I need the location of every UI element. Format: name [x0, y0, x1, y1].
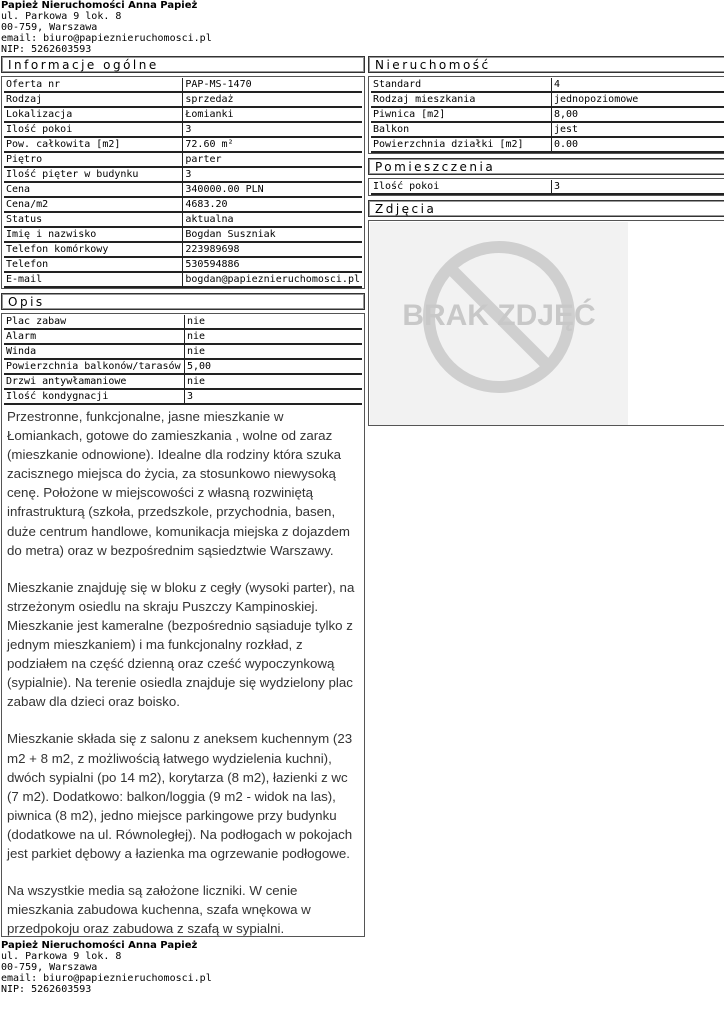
info-label: Ilość pięter w budynku [4, 167, 183, 182]
info-row [4, 137, 362, 152]
info-value: 223989698 [183, 242, 362, 257]
info-value: 8,00 [552, 107, 724, 122]
info-label: Rodzaj mieszkania [371, 92, 552, 107]
agency-name: Papież Nieruchomości Anna Papież [1, 0, 198, 11]
info-row [4, 107, 362, 122]
info-value: 530594886 [183, 257, 362, 272]
info-label: Drzwi antywłamaniowe [4, 374, 185, 389]
rooms-table [371, 180, 724, 195]
agency-header [1, 0, 212, 55]
info-label: Piwnica [m2] [371, 107, 552, 122]
info-label: Pow. całkowita [m2] [4, 137, 183, 152]
info-value: 3 [183, 167, 362, 182]
info-label: Plac zabaw [4, 315, 185, 329]
info-row [4, 92, 362, 107]
info-row [371, 180, 724, 194]
info-label: Rodzaj [4, 92, 183, 107]
info-value: bogdan@papieznieruchomosci.pl [183, 272, 362, 287]
info-value: nie [185, 344, 363, 359]
info-row [4, 389, 362, 404]
info-label: Cena [4, 182, 183, 197]
info-row [371, 122, 724, 137]
info-value: 3 [552, 180, 724, 194]
info-label: Alarm [4, 329, 185, 344]
info-value: jest [552, 122, 724, 137]
property-box [368, 76, 724, 154]
info-label: Imię i nazwisko [4, 227, 183, 242]
info-value: 72.60 m² [183, 137, 362, 152]
info-row [4, 344, 362, 359]
info-value: parter [183, 152, 362, 167]
info-value: nie [185, 329, 363, 344]
opis-table [4, 315, 362, 405]
info-row [371, 137, 724, 152]
info-row [4, 182, 362, 197]
description-paragraph: Przestronne, funkcjonalne, jasne mieszkanie w Łomiankach, gotowe do zamieszkania , wolne od zaraz (mieszkanie odnowione). Idealne dla rodziny która szuka zacisznego miejsca do życia, za stosunkowo niewysoką cenę. Położone w miejscowości z własną rozwiniętą infrastrukturą (szkoła, przedszkole, przychodnia, basen, duże centrum handlowe, komunikacja miejska z dojazdem do metra) oraz w bezpośrednim sąsiedztwie Warszawy. [7, 409, 350, 558]
info-row [4, 374, 362, 389]
rooms-box [368, 178, 724, 196]
info-value: 3 [183, 122, 362, 137]
section-title-property: Nieruchomość [368, 56, 724, 73]
info-label: Telefon komórkowy [4, 242, 183, 257]
info-value: 4683.20 [183, 197, 362, 212]
info-value: Łomianki [183, 107, 362, 122]
info-value: 0.00 [552, 137, 724, 152]
info-label: Powierzchnia działki [m2] [371, 137, 552, 152]
info-row [4, 329, 362, 344]
agency-email: email: biuro@papieznieruchomosci.pl [1, 33, 212, 44]
info-row [4, 315, 362, 329]
info-row [4, 272, 362, 287]
footer-nip: NIP: 5262603593 [1, 984, 92, 995]
info-row [371, 92, 724, 107]
footer-city: 00-759, Warszawa [1, 962, 98, 973]
info-value: PAP-MS-1470 [183, 78, 362, 92]
general-info-box [1, 76, 365, 289]
agency-address: ul. Parkowa 9 lok. 8 [1, 11, 122, 22]
info-label: Cena/m2 [4, 197, 183, 212]
description-paragraph: Na wszystkie media są założone liczniki. W cenie mieszkania zabudowa kuchenna, szafa wnękowa w przedpokoju oraz zabudowa z szafą w sypialni. [7, 883, 311, 937]
info-row [4, 212, 362, 227]
agency-nip: NIP: 5262603593 [1, 44, 92, 55]
info-label: Balkon [371, 122, 552, 137]
info-row [4, 167, 362, 182]
info-row [4, 122, 362, 137]
info-label: Piętro [4, 152, 183, 167]
description-text [4, 405, 362, 938]
no-photo-text: BRAK ZDJĘĆ [402, 299, 596, 332]
info-value: nie [185, 374, 363, 389]
info-value: 4 [552, 78, 724, 92]
info-row [4, 359, 362, 374]
info-row [371, 107, 724, 122]
info-label: Oferta nr [4, 78, 183, 92]
info-label: Powierzchnia balkonów/tarasów [4, 359, 185, 374]
agency-city: 00-759, Warszawa [1, 22, 98, 33]
info-label: Winda [4, 344, 185, 359]
section-title-general: Informacje ogólne [1, 56, 365, 73]
info-row [4, 242, 362, 257]
no-photo-image [370, 222, 628, 425]
info-value: nie [185, 315, 363, 329]
info-value: jednopoziomowe [552, 92, 724, 107]
info-value: 5,00 [185, 359, 363, 374]
footer-address: ul. Parkowa 9 lok. 8 [1, 951, 122, 962]
footer-email: email: biuro@papieznieruchomosci.pl [1, 973, 212, 984]
section-title-opis: Opis [1, 293, 365, 310]
info-label: Status [4, 212, 183, 227]
info-label: Ilość pokoi [371, 180, 552, 194]
info-row [4, 78, 362, 92]
info-value: 340000.00 PLN [183, 182, 362, 197]
info-label: Telefon [4, 257, 183, 272]
opis-box [1, 313, 365, 937]
info-label: E-mail [4, 272, 183, 287]
info-row [4, 152, 362, 167]
property-table [371, 78, 724, 153]
info-value: sprzedaż [183, 92, 362, 107]
photos-box [368, 220, 724, 426]
section-title-rooms: Pomieszczenia [368, 158, 724, 175]
info-row [4, 227, 362, 242]
info-label: Standard [371, 78, 552, 92]
left-column [1, 56, 365, 937]
right-column [368, 56, 724, 426]
info-value: 3 [185, 389, 363, 404]
agency-footer [1, 940, 212, 995]
footer-agency-name: Papież Nieruchomości Anna Papież [1, 940, 198, 951]
description-paragraph: Mieszkanie znajduję się w bloku z cegły (wysoki parter), na strzeżonym osiedlu na skraju Puszczy Kampinoskiej. Mieszkanie jest kameralne (bezpośrednio sąsiaduje tylko z jednym mieszkaniem) i ma funkcjonalny rozkład, z podziałem na część dzienną oraz cześć wypoczynkową (sypialnie). Na terenie osiedla znajduje się wydzielony plac zabaw dla dzieci oraz boisko. [7, 579, 355, 710]
info-value: Bogdan Suszniak [183, 227, 362, 242]
info-label: Lokalizacja [4, 107, 183, 122]
section-title-photos: Zdjęcia [368, 200, 724, 217]
info-label: Ilość kondygnacji [4, 389, 185, 404]
general-info-table [4, 78, 362, 288]
description-paragraph: Mieszkanie składa się z salonu z aneksem kuchennym (23 m2 + 8 m2, z możliwością łatwego wydzielenia kuchni), dwóch sypialni (po 14 m2), korytarza (8 m2), łazienki z wc (7 m2). Dodatkowo: balkon/loggia (9 m2 - widok na las), piwnica (8 m2), jedno miejsce parkingowe przy budynku (dodatkowe na ul. Równoległej). Na podłogach w pokojach jest parkiet dębowy a łazienka ma ogrzewanie podłogowe. [7, 731, 353, 861]
info-value: aktualna [183, 212, 362, 227]
info-row [4, 257, 362, 272]
info-row [4, 197, 362, 212]
info-label: Ilość pokoi [4, 122, 183, 137]
info-row [371, 78, 724, 92]
no-photo-icon [370, 222, 628, 425]
